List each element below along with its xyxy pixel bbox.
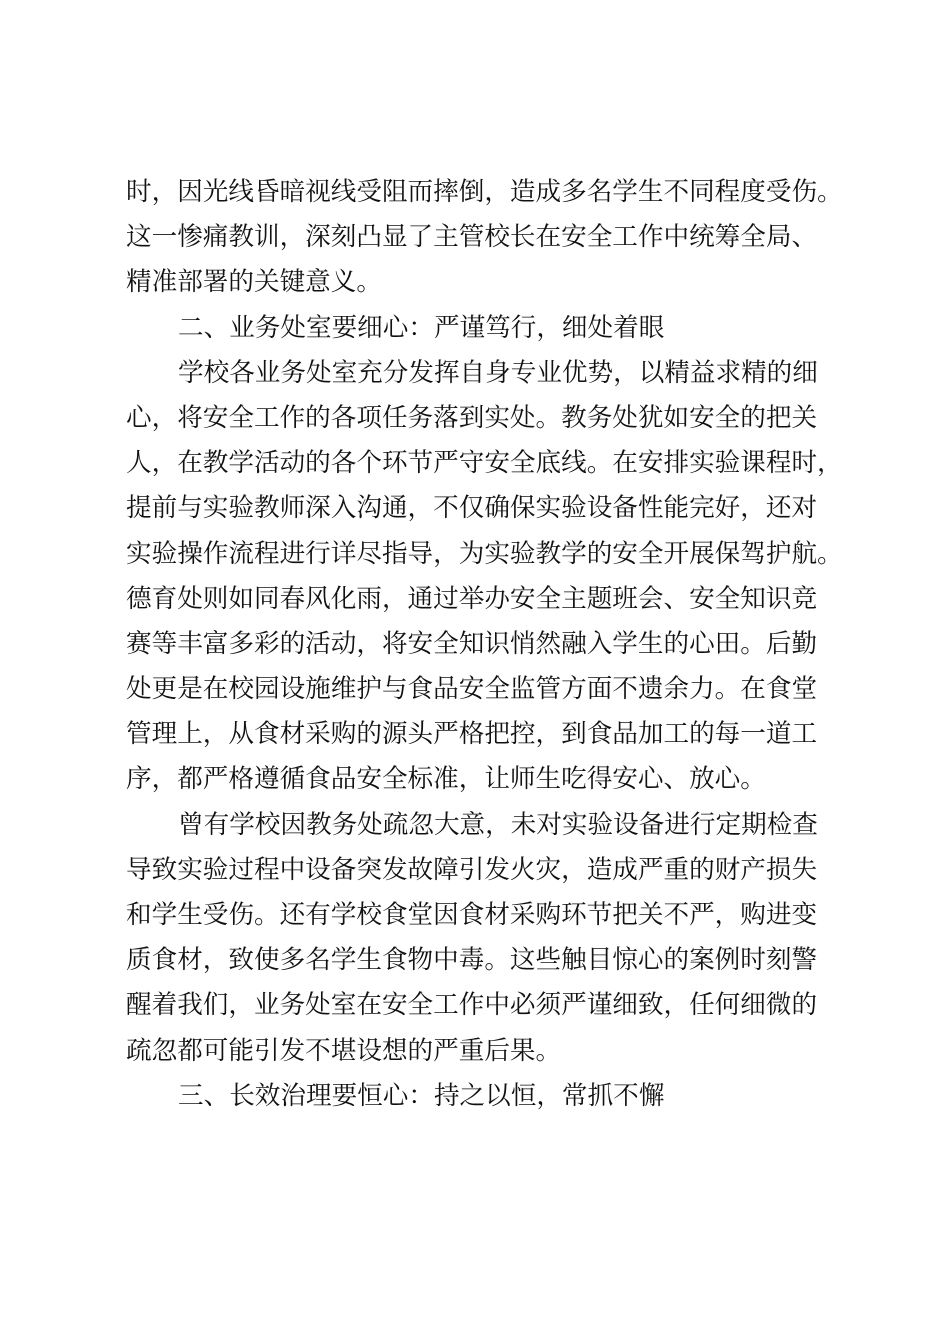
text-line: 时，因光线昏暗视线受阻而摔倒，造成多名学生不同程度受伤。 xyxy=(126,177,843,207)
text-line: 导致实验过程中设备突发故障引发火灾，造成严重的财产损失 xyxy=(126,854,818,885)
document-body xyxy=(126,170,846,1119)
text-line: 精准部署的关键意义。 xyxy=(126,267,382,298)
paragraph-start-line: 二、业务处室要细心：严谨笃行，细处着眼 xyxy=(178,312,665,343)
paragraph-start-line: 学校各业务处室充分发挥自身专业优势，以精益求精的细 xyxy=(178,357,818,388)
paragraph-start-line: 曾有学校因教务处疏忽大意，未对实验设备进行定期检查 xyxy=(178,809,818,840)
text-line: 质食材，致使多名学生食物中毒。这些触目惊心的案例时刻警 xyxy=(126,945,818,976)
text-line: 醒着我们，业务处室在安全工作中必须严谨细致，任何细微的 xyxy=(126,990,818,1021)
text-line: 这一惨痛教训，深刻凸显了主管校长在安全工作中统筹全局、 xyxy=(126,222,818,253)
text-line: 人，在教学活动的各个环节严守安全底线。在安排实验课程时， xyxy=(126,448,843,479)
text-line: 管理上，从食材采购的源头严格把控，到食品加工的每一道工 xyxy=(126,719,818,750)
text-line: 疏忽都可能引发不堪设想的严重后果。 xyxy=(126,1035,562,1066)
text-line: 序，都严格遵循食品安全标准，让师生吃得安心、放心。 xyxy=(126,764,766,795)
paragraph-start-line: 三、长效治理要恒心：持之以恒，常抓不懈 xyxy=(178,1080,665,1111)
text-line: 实验操作流程进行详尽指导，为实验教学的安全开展保驾护航。 xyxy=(126,538,843,569)
text-line: 心，将安全工作的各项任务落到实处。教务处犹如安全的把关 xyxy=(126,402,818,433)
text-line: 提前与实验教师深入沟通，不仅确保实验设备性能完好，还对 xyxy=(126,493,818,524)
text-line: 德育处则如同春风化雨，通过举办安全主题班会、安全知识竞 xyxy=(126,583,818,614)
text-line: 赛等丰富多彩的活动，将安全知识悄然融入学生的心田。后勤 xyxy=(126,628,818,659)
text-line: 和学生受伤。还有学校食堂因食材采购环节把关不严，购进变 xyxy=(126,900,818,930)
text-line: 处更是在校园设施维护与食品安全监管方面不遗余力。在食堂 xyxy=(126,674,818,705)
